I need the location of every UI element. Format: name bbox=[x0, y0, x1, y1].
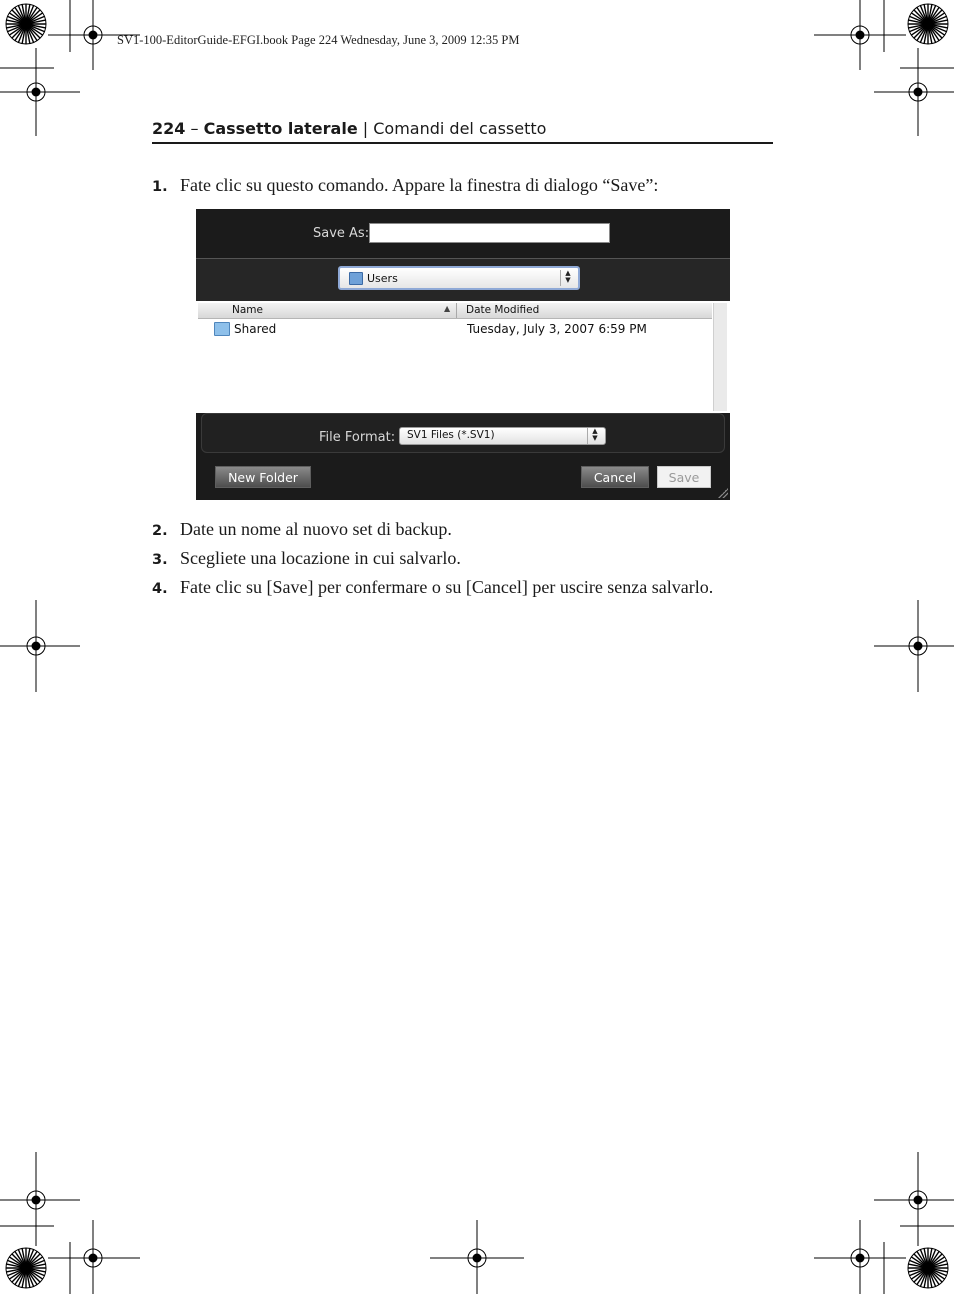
file-format-value: SV1 Files (*.SV1) bbox=[407, 429, 495, 441]
save-as-input[interactable] bbox=[369, 223, 610, 243]
header-dash: – bbox=[185, 119, 204, 138]
file-format-select[interactable] bbox=[399, 427, 606, 445]
stepper-arrows-icon: ▲ ▼ bbox=[560, 270, 575, 286]
step-number: 4. bbox=[152, 581, 168, 597]
step-text: Scegliete una locazione in cui salvarlo. bbox=[180, 548, 461, 568]
column-divider bbox=[456, 303, 457, 318]
file-name: Shared bbox=[234, 322, 277, 336]
file-format-row bbox=[201, 413, 725, 453]
step-number: 1. bbox=[152, 179, 168, 195]
file-format-label: File Format: bbox=[319, 430, 396, 445]
column-name[interactable]: Name bbox=[232, 304, 263, 316]
step-number: 2. bbox=[152, 523, 168, 539]
location-popup[interactable] bbox=[338, 266, 580, 290]
save-button[interactable]: Save bbox=[657, 466, 711, 488]
location-row bbox=[196, 259, 730, 301]
step-text: Fate clic su questo comando. Appare la finestra di dialogo “Save”: bbox=[180, 175, 659, 195]
stepper-arrows-icon: ▲ ▼ bbox=[587, 428, 602, 444]
save-as-label: Save As: bbox=[313, 226, 370, 241]
folder-icon bbox=[214, 322, 230, 336]
page-number: 224 bbox=[152, 119, 186, 138]
location-value: Users bbox=[367, 272, 398, 285]
step-number: 3. bbox=[152, 552, 168, 568]
print-slug: SV1-100-EditorGuide-EFGI.book Page 224 Wednesday, June 3, 2009 12:35 PM bbox=[117, 33, 520, 47]
header-separator: | bbox=[357, 119, 374, 138]
column-header bbox=[198, 303, 712, 319]
file-date: Tuesday, July 3, 2007 6:59 PM bbox=[467, 322, 647, 336]
file-list bbox=[196, 301, 730, 413]
new-folder-button[interactable]: New Folder bbox=[215, 466, 311, 488]
step-2 bbox=[152, 517, 452, 543]
sort-ascending-icon: ▲ bbox=[444, 304, 451, 313]
step-text: Date un nome al nuovo set di backup. bbox=[180, 519, 452, 539]
scrollbar[interactable] bbox=[713, 303, 727, 411]
section-title: Comandi del cassetto bbox=[373, 119, 547, 138]
save-dialog bbox=[196, 209, 730, 500]
chapter-title: Cassetto laterale bbox=[203, 119, 358, 138]
list-item[interactable] bbox=[212, 322, 712, 338]
column-date-modified[interactable]: Date Modified bbox=[466, 304, 540, 316]
step-3 bbox=[152, 546, 461, 572]
step-4 bbox=[152, 575, 713, 601]
page-header bbox=[152, 118, 773, 144]
users-folder-icon bbox=[349, 272, 363, 285]
save-as-row bbox=[196, 209, 730, 258]
cancel-button[interactable]: Cancel bbox=[581, 466, 649, 488]
step-text: Fate clic su [Save] per confermare o su [Cancel] per uscire senza salvarlo. bbox=[180, 577, 714, 597]
resize-grip-icon[interactable] bbox=[718, 488, 728, 498]
step-1 bbox=[152, 173, 658, 199]
